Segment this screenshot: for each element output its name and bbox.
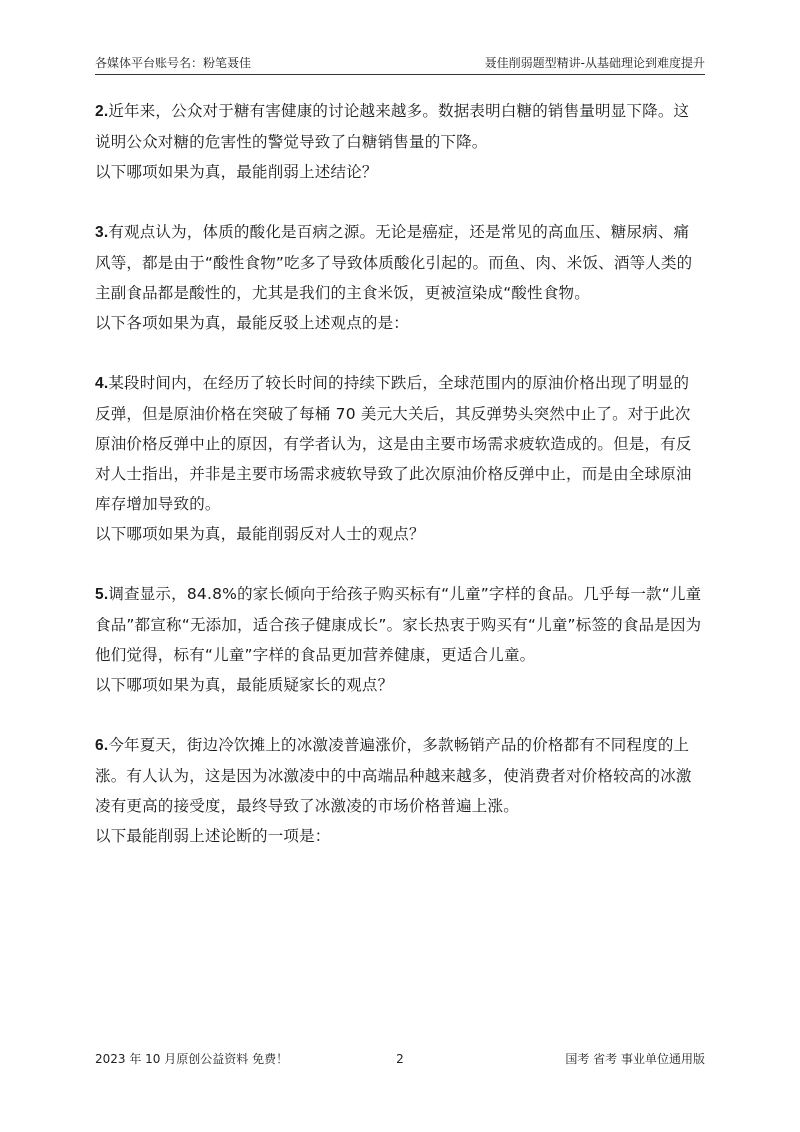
question-prompt: 以下哪项如果为真，最能削弱反对人士的观点？ [95, 525, 425, 543]
question-stem-line: 5.调查显示，84.8%的家长倾向于给孩子购买标有“儿童”字样的食品。几乎每一款“儿童 [95, 585, 702, 603]
question-number: 2. [95, 103, 109, 120]
question-stem-line: 他们觉得，标有“儿童”字样的食品更加营养健康，更适合儿童。 [95, 646, 536, 664]
question-stem-line: 凌有更高的接受度，最终导致了冰激凌的市场价格普遍上涨。 [95, 797, 519, 815]
question-prompt: 以下哪项如果为真，最能质疑家长的观点？ [95, 676, 394, 694]
page-number: 2 [396, 1051, 404, 1066]
question-2 [95, 96, 707, 187]
question-stem-line: 主副食品都是酸性的，尤其是我们的主食米饭，更被渲染成“酸性食物。 [95, 284, 590, 302]
question-stem-line: 4.某段时间内，在经历了较长时间的持续下跌后，全球范围内的原油价格出现了明显的 [95, 374, 690, 392]
question-list [95, 96, 707, 881]
question-number: 5. [95, 586, 109, 603]
question-stem-line: 3.有观点认为，体质的酸化是百病之源。无论是癌症，还是常见的高血压、糖尿病、痛 [95, 223, 690, 241]
question-stem-line: 反弹，但是原油价格在突破了每桶 70 美元大关后，其反弹势头突然中止了。对于此次 [95, 405, 691, 423]
question-stem-line: 食品”都宣称“无添加，适合孩子健康成长”。家长热衷于购买有“儿童”标签的食品是因为 [95, 616, 702, 634]
question-stem-line: 原油价格反弹中止的原因，有学者认为，这是由主要市场需求疲软造成的。但是，有反 [95, 435, 692, 453]
question-stem-line: 2.近年来，公众对于糖有害健康的讨论越来越多。数据表明白糖的销售量明显下降。这 [95, 102, 690, 120]
footer-edition: 国考 省考 事业单位通用版 [565, 1052, 705, 1066]
question-number: 3. [95, 224, 109, 241]
question-4 [95, 368, 707, 549]
question-number: 6. [95, 737, 109, 754]
header-document-title: 聂佳削弱题型精讲-从基础理论到难度提升 [484, 55, 705, 70]
question-prompt: 以下最能削弱上述论断的一项是： [95, 827, 331, 845]
question-6 [95, 730, 707, 851]
question-stem-line: 风等，都是由于“酸性食物”吃多了导致体质酸化引起的。而鱼、肉、米饭、酒等人类的 [95, 254, 693, 272]
question-prompt: 以下哪项如果为真，最能削弱上述结论？ [95, 163, 378, 181]
question-stem-line: 库存增加导致的。 [95, 495, 221, 513]
page-footer [95, 1050, 705, 1067]
question-stem-line: 6.今年夏天，街边冷饮摊上的冰激凌普遍涨价，多款畅销产品的价格都有不同程度的上 [95, 736, 690, 754]
question-stem-line: 说明公众对糖的危害性的警觉导致了白糖销售量的下降。 [95, 133, 488, 151]
question-stem-line: 涨。有人认为，这是因为冰激凌中的中高端品种越来越多，使消费者对价格较高的冰激 [95, 767, 692, 785]
question-number: 4. [95, 375, 109, 392]
footer-note: 2023 年 10 月原创公益资料 免费！ [95, 1052, 289, 1066]
question-prompt: 以下各项如果为真，最能反驳上述观点的是： [95, 314, 410, 332]
header-account-name: 各媒体平台账号名：粉笔聂佳 [95, 55, 252, 70]
question-5 [95, 579, 707, 700]
question-stem-line: 对人士指出，并非是主要市场需求疲软导致了此次原油价格反弹中止，而是由全球原油 [95, 465, 692, 483]
page-header [95, 50, 705, 75]
question-3 [95, 217, 707, 338]
